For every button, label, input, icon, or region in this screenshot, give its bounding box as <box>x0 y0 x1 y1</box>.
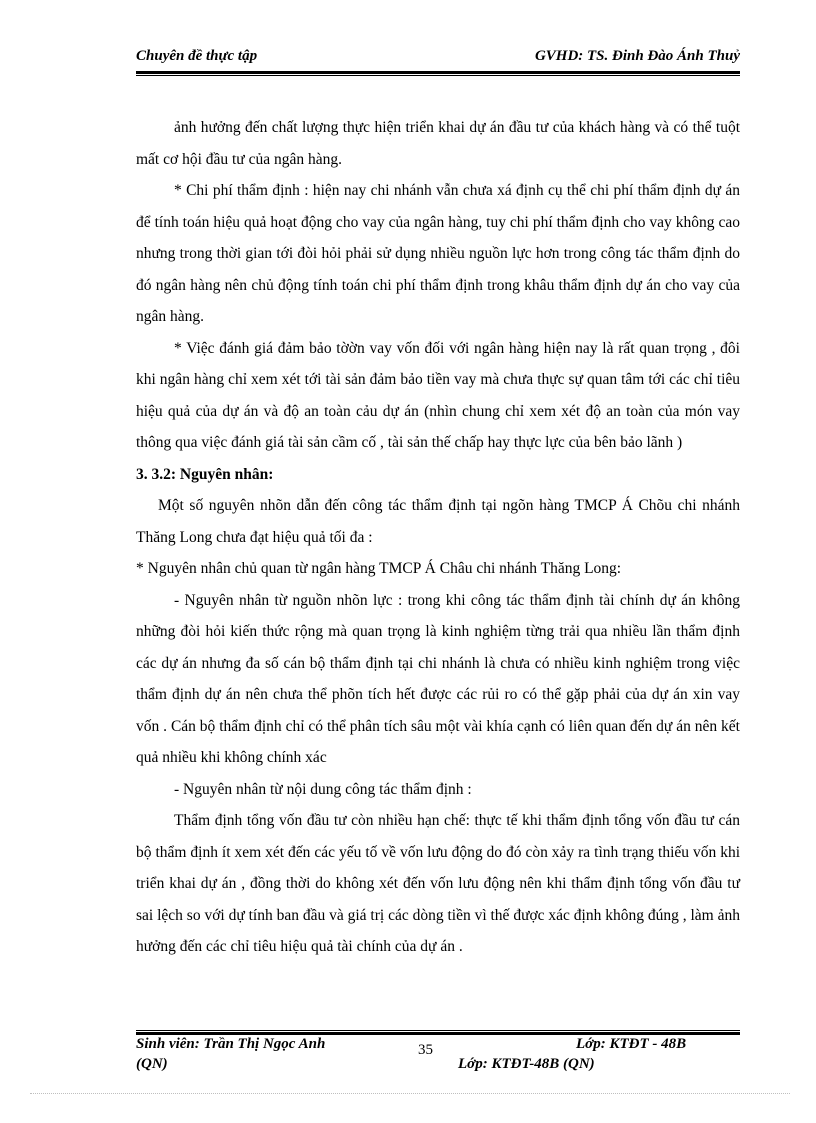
paragraph-6: - Nguyên nhân từ nguồn nhõn lực : trong khi công tác thẩm định tài chính dự án không những đòi hỏi kiến thức rộng mà quan trọng là kinh nghiệm từng trải qua nhiều lần thẩm định các dự án nhưng đa số cán bộ thẩm định tại chi nhánh là chưa có nhiều kinh nghiệm trong việc thẩm định dự án nên chưa thể phõn tích hết được các rủi ro có thể gặp phải của dự án xin vay vốn . Cán bộ thẩm định chỉ có thể phân tích sâu một vài khía cạnh có liên quan đến dự án nên kết quả nhiều khi không chính xác <box>136 591 740 766</box>
footer-student-note: (QN) <box>136 1056 168 1072</box>
page-footer <box>136 1036 740 1076</box>
paragraph-3: * Việc đánh giá đảm bảo tờờn vay vốn đối với ngân hàng hiện nay là rất quan trọng , đôi khi ngân hàng chỉ xem xét tới tài sản đảm bảo tiền vay mà chưa thực sự quan tâm tới các chỉ tiêu hiệu quả của dự án và độ an toàn cảu dự án (nhìn chung chỉ xem xét độ an toàn của món vay thông qua việc đánh giá tài sản cầm cố , tài sản thế chấp hay thực lực của bên bảo lãnh ) <box>136 339 740 451</box>
footer-rule <box>136 1030 740 1035</box>
paragraph-7: - Nguyên nhân từ nội dung công tác thẩm định : <box>174 780 472 798</box>
paragraph-1: ảnh hưởng đến chất lượng thực hiện triển khai dự án đầu tư của khách hàng và có thể tuột mất cơ hội đầu tư của ngân hàng. <box>136 119 740 168</box>
paragraph-5: * Nguyên nhân chủ quan từ ngân hàng TMCP Á Châu chi nhánh Thăng Long: <box>136 560 622 577</box>
header-rule <box>136 71 740 76</box>
page-number: 35 <box>418 1042 433 1058</box>
header-supervisor: GVHD: TS. Đinh Đào Ánh Thuỷ <box>534 48 740 64</box>
footer-class-note: Lớp: KTĐT-48B (QN) <box>458 1056 595 1072</box>
paragraph-2: * Chi phí thẩm định : hiện nay chi nhánh vẫn chưa xá định cụ thể chi phí thẩm định dự án để tính toán hiệu quả hoạt động cho vay của ngân hàng, tuy chi phí thẩm định cho vay không cao nhưng trong thời gian tới đòi hỏi phải sử dụng nhiều nguồn lực hơn trong công tác thẩm định do đó ngân hàng nên chủ động tính toán chi phí thẩm định trong khâu thẩm định dự án cho vay của ngân hàng. <box>136 182 740 325</box>
header-title: Chuyên đề thực tập <box>136 48 258 64</box>
page-bottom-dotted-line <box>30 1093 790 1094</box>
paragraph-8: Thẩm định tổng vốn đầu tư còn nhiều hạn chế: thực tế khi thẩm định tổng vốn đầu tư cán bộ thẩm định ít xem xét đến các yếu tố về vốn lưu động do đó còn xảy ra tình trạng thiếu vốn khi triển khai dự án , đồng thời do không xét đến vốn lưu động nên khi thẩm định tổng vốn đầu tư sai lệch so với dự tính ban đầu và giá trị các dòng tiền vì thế được xác định không đúng , làm ảnh hưởng đến các chỉ tiêu hiệu quả tài chính của dự án . <box>136 812 740 955</box>
footer-class: Lớp: KTĐT - 48B <box>576 1036 687 1052</box>
section-heading: 3. 3.2: Nguyên nhân: <box>136 465 274 483</box>
document-body <box>136 112 740 963</box>
page-header <box>136 48 740 70</box>
footer-student: Sinh viên: Trần Thị Ngọc Anh <box>136 1036 326 1052</box>
paragraph-4: Một số nguyên nhõn dẫn đến công tác thẩm định tại ngõn hàng TMCP Á Chõu chi nhánh Thăng Long chưa đạt hiệu quả tối đa : <box>136 497 740 546</box>
